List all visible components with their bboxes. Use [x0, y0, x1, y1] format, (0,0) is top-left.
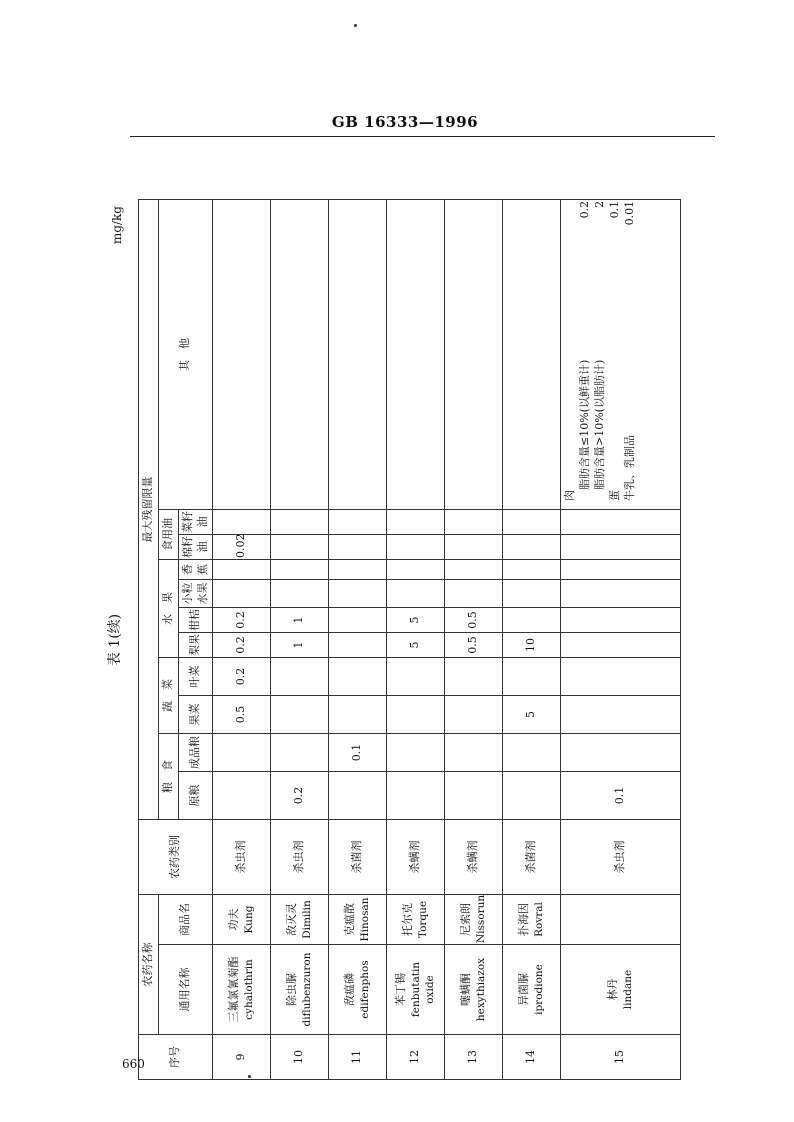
rapeseed-oil-cell [329, 510, 387, 535]
banana-cell [271, 560, 329, 580]
rapeseed-oil-cell [387, 510, 445, 535]
seq-cell: 13 [445, 1035, 503, 1080]
en-name: edifenphos [359, 960, 372, 1019]
common-name-cell [445, 945, 503, 1035]
cottonseed-oil-cell [329, 535, 387, 560]
other-line-value: 0.01 [622, 200, 636, 226]
rapeseed-oil-cell [503, 510, 561, 535]
table-row [213, 199, 271, 1079]
other-cell [387, 199, 445, 509]
trade-cn: 扑海因 [517, 903, 531, 936]
banana-cell [503, 560, 561, 580]
citrus-cell: 0.5 [445, 608, 503, 633]
small-fruit-cell [387, 580, 445, 608]
leaf-veg-header: 叶菜 [178, 658, 213, 696]
other-line-label: 脂肪含量≤10%(以鲜重计) [578, 359, 592, 501]
seq-header: 序号 [139, 1035, 213, 1080]
trade-cn: 敌灭灵 [285, 903, 299, 936]
category-cell: 杀菌剂 [503, 820, 561, 895]
cn-name: 三氟氯氰菊酯 [227, 956, 241, 1023]
common-name-cell [271, 945, 329, 1035]
other-cell [213, 199, 271, 509]
cottonseed-oil-cell [503, 535, 561, 560]
cn-name: 林丹 [606, 978, 620, 1001]
pome-cell: 0.5 [445, 633, 503, 658]
rapeseed-oil-cell [561, 510, 681, 535]
cottonseed-oil-header: 棉籽油 [178, 535, 213, 560]
trade-name-cell [213, 895, 271, 945]
trade-name-cell [329, 895, 387, 945]
small-fruit-cell [329, 580, 387, 608]
leaf-veg-cell [329, 658, 387, 696]
other-line [593, 201, 608, 501]
finished-grain-cell [387, 734, 445, 772]
other-line-label: 脂肪含量>10%(以脂肪计) [593, 359, 607, 501]
other-line-value: 0.2 [578, 200, 592, 219]
finished-grain-cell [271, 734, 329, 772]
trade-en: Torque [417, 900, 430, 939]
fruit-veg-cell: 0.5 [213, 696, 271, 734]
trade-name-cell [387, 895, 445, 945]
pome-cell: 0.2 [213, 633, 271, 658]
fruit-veg-cell: 5 [503, 696, 561, 734]
table-row [561, 199, 681, 1079]
common-name-cell [329, 945, 387, 1035]
raw-grain-cell [213, 772, 271, 820]
seq-cell: 14 [503, 1035, 561, 1080]
small-fruit-header: 小粒水果 [178, 580, 213, 608]
table-row [387, 199, 445, 1079]
citrus-cell [503, 608, 561, 633]
trade-en: Dimilin [301, 900, 314, 939]
common-name-cell [387, 945, 445, 1035]
en-name: iprodione [533, 964, 546, 1015]
citrus-cell: 0.2 [213, 608, 271, 633]
rapeseed-oil-header: 菜籽油 [178, 510, 213, 535]
finished-grain-cell [503, 734, 561, 772]
common-name-cell [561, 945, 681, 1035]
cottonseed-oil-cell [271, 535, 329, 560]
small-fruit-cell [271, 580, 329, 608]
en-name: cyhalothrin [243, 959, 256, 1020]
raw-grain-cell: 0.1 [561, 772, 681, 820]
page-number: 660 [122, 1057, 145, 1071]
finished-grain-header: 成品粮 [178, 734, 213, 772]
leaf-veg-cell: 0.2 [213, 658, 271, 696]
category-cell: 杀螨剂 [445, 820, 503, 895]
raw-grain-cell [329, 772, 387, 820]
pome-cell: 5 [387, 633, 445, 658]
cottonseed-oil-cell [445, 535, 503, 560]
small-fruit-cell [561, 580, 681, 608]
trade-en: Rovral [533, 902, 546, 937]
vegetable-header: 蔬 菜 [158, 658, 178, 734]
common-name-cell [503, 945, 561, 1035]
seq-cell: 11 [329, 1035, 387, 1080]
raw-grain-header: 原粮 [178, 772, 213, 820]
seq-cell: 9 [213, 1035, 271, 1080]
fruit-veg-header: 果菜 [178, 696, 213, 734]
raw-grain-cell [503, 772, 561, 820]
category-cell: 杀虫剂 [213, 820, 271, 895]
fruit-veg-cell [561, 696, 681, 734]
other-line [623, 201, 638, 501]
banana-cell [213, 560, 271, 580]
leaf-veg-cell [387, 658, 445, 696]
header-row-1 [139, 199, 159, 1079]
table-row [503, 199, 561, 1079]
leaf-veg-cell [503, 658, 561, 696]
trade-cn: 功夫 [227, 908, 241, 931]
other-line-label: 蛋 [607, 490, 621, 501]
mrl-table [138, 199, 681, 1080]
trade-cn: 克瘟散 [343, 903, 357, 936]
other-cell [271, 199, 329, 509]
banana-cell [561, 560, 681, 580]
category-cell: 杀虫剂 [561, 820, 681, 895]
cn-name: 除虫脲 [285, 973, 299, 1006]
seq-cell: 15 [561, 1035, 681, 1080]
table-row [271, 199, 329, 1079]
en-name: fenbutatin oxide [410, 961, 437, 1018]
raw-grain-cell [387, 772, 445, 820]
other-cell [561, 199, 681, 509]
en-name: lindane [622, 969, 635, 1010]
fruit-header: 水 果 [158, 560, 178, 658]
trade-name-cell [561, 895, 681, 945]
citrus-cell [561, 608, 681, 633]
other-header: 其 他 [158, 199, 213, 509]
cottonseed-oil-cell [561, 535, 681, 560]
trade-name-header: 商品名 [158, 895, 213, 945]
category-header: 农药类别 [139, 820, 213, 895]
cottonseed-oil-cell: 0.02 [213, 535, 271, 560]
leaf-veg-cell [445, 658, 503, 696]
small-fruit-cell [503, 580, 561, 608]
other-line [608, 201, 623, 501]
edible-oil-header: 食用油 [158, 510, 178, 560]
grain-header: 粮 食 [158, 734, 178, 820]
unit-label: mg/kg [110, 206, 124, 245]
other-line-value: 0.1 [607, 200, 621, 219]
other-line [578, 201, 593, 501]
finished-grain-cell [445, 734, 503, 772]
trade-name-cell [445, 895, 503, 945]
other-line-label: 肉 [563, 490, 577, 501]
pome-cell [329, 633, 387, 658]
mrl-header: 最大残留限量 [139, 199, 159, 819]
small-fruit-cell [213, 580, 271, 608]
finished-grain-cell: 0.1 [329, 734, 387, 772]
banana-cell [387, 560, 445, 580]
trade-en: Kung [243, 905, 256, 934]
standard-number: GB 16333—1996 [331, 113, 479, 131]
pesticide-name-header: 农药名称 [139, 895, 159, 1035]
rapeseed-oil-cell [213, 510, 271, 535]
cn-name: 苯丁锡 [394, 973, 408, 1006]
rapeseed-oil-cell [271, 510, 329, 535]
raw-grain-cell [445, 772, 503, 820]
trade-en: Hinosan [359, 897, 372, 942]
fruit-veg-cell [387, 696, 445, 734]
leaf-veg-cell [561, 658, 681, 696]
trade-name-cell [271, 895, 329, 945]
cottonseed-oil-cell [387, 535, 445, 560]
other-line [563, 201, 578, 501]
category-cell: 杀菌剂 [329, 820, 387, 895]
trade-cn: 托尔克 [401, 903, 415, 936]
en-name: diflubenzuron [301, 952, 314, 1027]
category-cell: 杀虫剂 [271, 820, 329, 895]
citrus-cell [329, 608, 387, 633]
seq-cell: 10 [271, 1035, 329, 1080]
fruit-veg-cell [271, 696, 329, 734]
pome-cell: 1 [271, 633, 329, 658]
leaf-veg-cell [271, 658, 329, 696]
citrus-cell: 5 [387, 608, 445, 633]
cn-name: 异菌脲 [517, 973, 531, 1006]
other-line-label: 牛乳、乳制品 [622, 435, 636, 501]
table-caption: 表 1(续) [107, 613, 123, 667]
trade-en: Nissorun [475, 894, 488, 943]
cn-name: 敌瘟磷 [343, 973, 357, 1006]
pome-cell [561, 633, 681, 658]
banana-header: 香蕉 [178, 560, 213, 580]
fruit-veg-cell [329, 696, 387, 734]
raw-grain-cell: 0.2 [271, 772, 329, 820]
common-name-header: 通用名称 [158, 945, 213, 1035]
other-cell [329, 199, 387, 509]
fruit-veg-cell [445, 696, 503, 734]
table-row [445, 199, 503, 1079]
small-fruit-cell [445, 580, 503, 608]
trade-name-cell [503, 895, 561, 945]
finished-grain-cell [561, 734, 681, 772]
seq-cell: 12 [387, 1035, 445, 1080]
category-cell: 杀螨剂 [387, 820, 445, 895]
table-row [329, 199, 387, 1079]
citrus-cell: 1 [271, 608, 329, 633]
pome-header: 梨果 [178, 633, 213, 658]
pome-cell: 10 [503, 633, 561, 658]
other-cell [445, 199, 503, 509]
header-rule [130, 136, 715, 137]
rapeseed-oil-cell [445, 510, 503, 535]
common-name-cell [213, 945, 271, 1035]
banana-cell [329, 560, 387, 580]
cn-name: 噻螨酮 [459, 973, 473, 1006]
finished-grain-cell [213, 734, 271, 772]
other-line-value: 2 [593, 200, 607, 208]
trade-cn: 尼索朗 [459, 903, 473, 936]
other-cell [503, 199, 561, 509]
banana-cell [445, 560, 503, 580]
scan-speck [354, 24, 357, 27]
en-name: hexythiazox [475, 957, 488, 1022]
citrus-header: 柑桔 [178, 608, 213, 633]
header-row-2 [158, 199, 178, 1079]
